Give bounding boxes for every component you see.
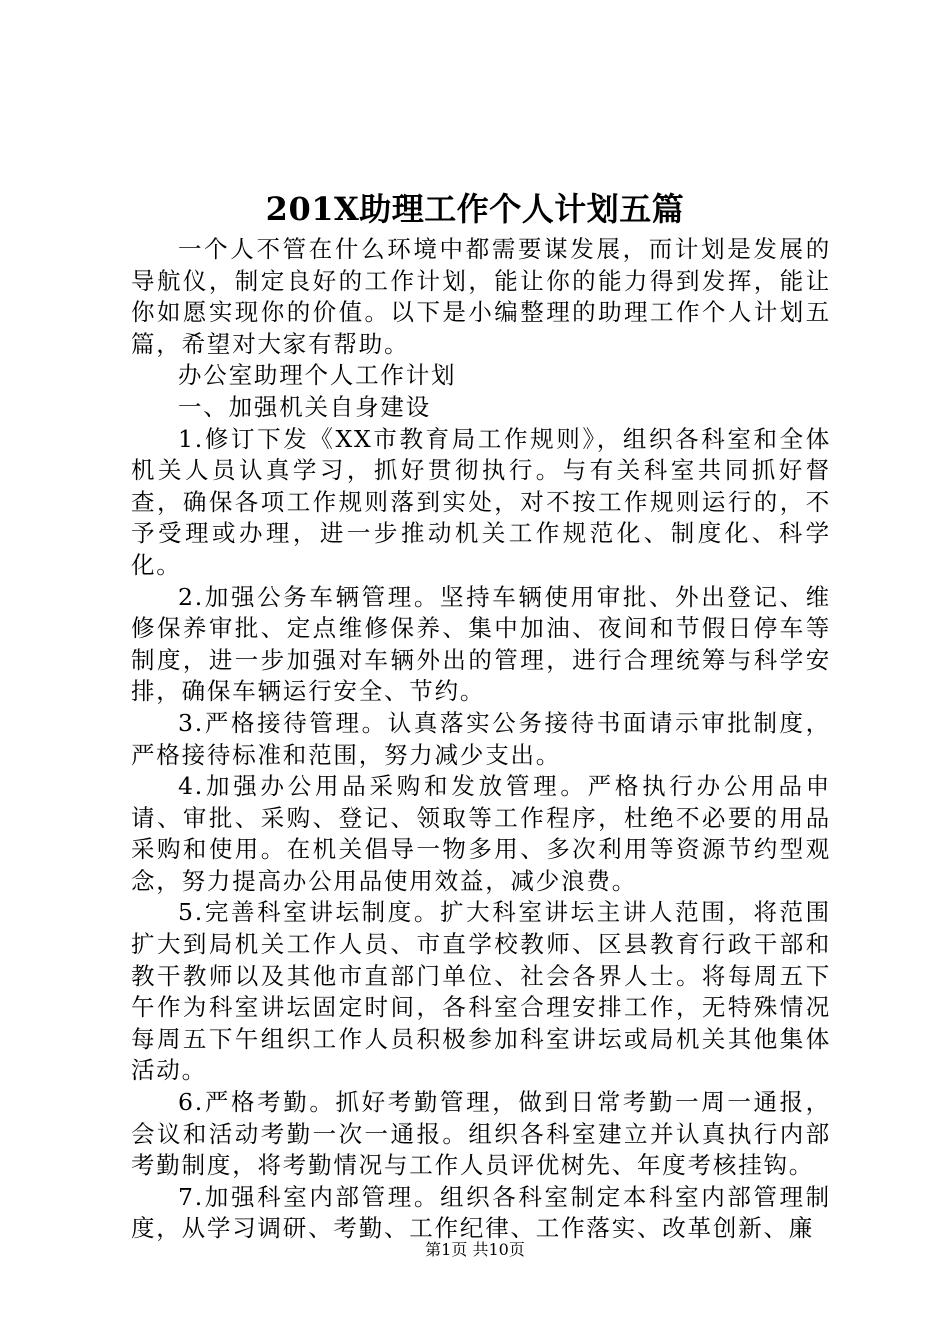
paragraph: 6.严格考勤。抓好考勤管理，做到日常考勤一周一通报，会议和活动考勤一次一通报。组织各科室建立并认真执行内部考勤制度，将考勤情况与工作人员评优树先、年度考核挂钩。 xyxy=(131,1088,831,1180)
document-title: 201X助理工作个人计划五篇 xyxy=(265,190,685,228)
paragraph: 一、加强机关自身建设 xyxy=(178,392,431,421)
document-body xyxy=(131,234,831,1245)
paragraph: 7.加强科室内部管理。组织各科室制定本科室内部管理制度，从学习调研、考勤、工作纪律、工作落实、改革创新、廉 xyxy=(131,1182,831,1243)
paragraph: 一个人不管在什么环境中都需要谋发展，而计划是发展的导航仪，制定良好的工作计划，能让你的能力得到发挥，能让你如愿实现你的价值。以下是小编整理的助理工作个人计划五篇，希望对大家有帮助。 xyxy=(131,235,831,358)
page-total: 共10页 xyxy=(472,1240,525,1259)
page-footer xyxy=(0,1238,950,1262)
paragraph: 办公室助理个人工作计划 xyxy=(178,361,457,390)
paragraph: 1.修订下发《XX市教育局工作规则》，组织各科室和全体机关人员认真学习，抓好贯彻执行。与有关科室共同抓好督查，确保各项工作规则落到实处，对不按工作规则运行的，不予受理或办理，进一步推动机关工作规范化、制度化、科学化。 xyxy=(131,424,831,579)
paragraph: 3.严格接待管理。认真落实公务接待书面请示审批制度，严格接待标准和范围，努力减少支出。 xyxy=(131,708,831,769)
paragraph: 5.完善科室讲坛制度。扩大科室讲坛主讲人范围，将范围扩大到局机关工作人员、市直学校教师、区县教育行政干部和教干教师以及其他市直部门单位、社会各界人士。将每周五下午作为科室讲坛固定时间，各科室合理安排工作，无特殊情况每周五下午组织工作人员积极参加科室讲坛或局机关其他集体活动。 xyxy=(131,898,831,1085)
paragraph: 2.加强公务车辆管理。坚持车辆使用审批、外出登记、维修保养审批、定点维修保养、集中加油、夜间和节假日停车等制度，进一步加强对车辆外出的管理，进行合理统筹与科学安排，确保车辆运行安全、节约。 xyxy=(131,582,831,706)
page-number: 第1页 xyxy=(425,1240,468,1259)
paragraph: 4.加强办公用品采购和发放管理。严格执行办公用品申请、审批、采购、登记、领取等工作程序，杜绝不必要的用品采购和使用。在机关倡导一物多用、多次利用等资源节约型观念，努力提高办公用品使用效益，减少浪费。 xyxy=(131,772,831,895)
